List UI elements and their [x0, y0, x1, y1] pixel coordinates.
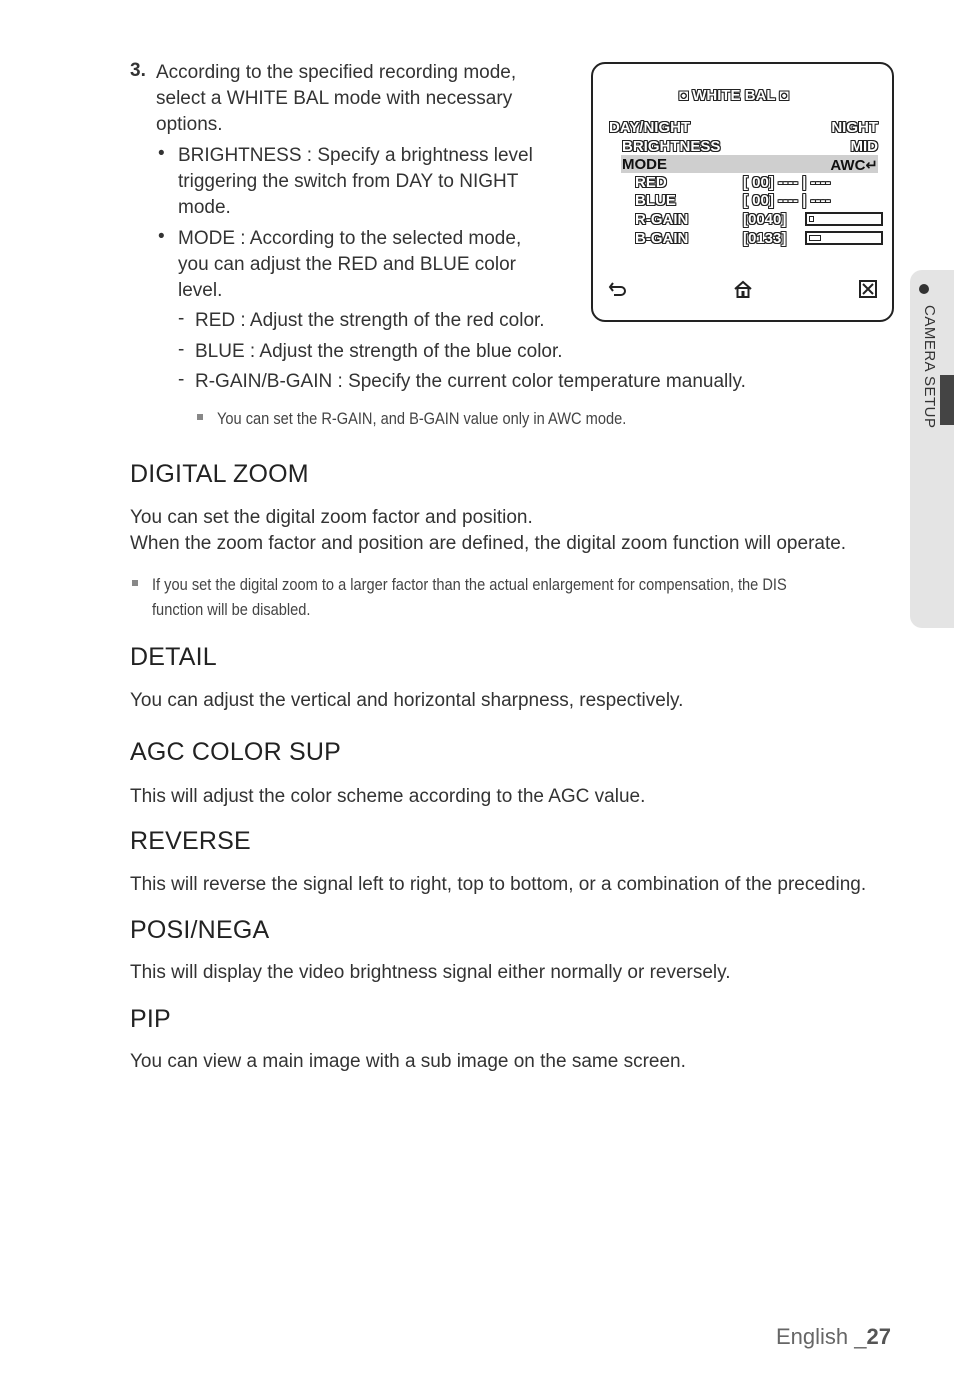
- osd-bgain-label: B-GAIN: [635, 230, 689, 247]
- osd-brightness-value: MID: [850, 138, 878, 155]
- heading-posi-nega: POSI/NEGA: [130, 916, 270, 944]
- step-text: According to the specified recording mode, select a WHITE BAL mode with necessary options.: [156, 62, 517, 135]
- bullet-mark: •: [158, 226, 165, 247]
- digital-zoom-text-1: You can set the digital zoom factor and position.: [130, 507, 533, 528]
- footer-language: English _: [776, 1324, 867, 1349]
- heading-reverse: REVERSE: [130, 827, 251, 855]
- dash-red: RED : Adjust the strength of the red color.: [195, 310, 545, 331]
- heading-digital-zoom: DIGITAL ZOOM: [130, 460, 309, 488]
- page-footer: [776, 1324, 891, 1350]
- side-tab-marker: [940, 375, 954, 425]
- digital-zoom-text-2: When the zoom factor and position are defined, the digital zoom function will operate.: [130, 533, 847, 554]
- rgain-gauge: [805, 212, 883, 226]
- osd-red-label: RED: [635, 174, 667, 191]
- osd-title: ◘ WHITE BAL ◘: [679, 87, 789, 104]
- rgain-gauge-fill: [809, 216, 814, 222]
- reverse-text: This will reverse the signal left to right, top to bottom, or a combination of the preceding.: [130, 874, 867, 895]
- bullet-mode: MODE : According to the selected mode, you can adjust the RED and BLUE color level.: [178, 228, 522, 301]
- osd-blue-label: BLUE: [635, 192, 676, 209]
- pip-text: You can view a main image with a sub image on the same screen.: [130, 1051, 686, 1072]
- note-dis: If you set the digital zoom to a larger factor than the actual enlargement for compensation, the DIS function will be disabled.: [152, 575, 787, 619]
- osd-rgain-value: [0040]: [743, 211, 787, 228]
- white-bal-osd-menu: [591, 62, 894, 322]
- dash-blue: BLUE : Adjust the strength of the blue color.: [195, 341, 563, 362]
- dash-gain: R-GAIN/B-GAIN : Specify the current color temperature manually.: [195, 371, 746, 392]
- osd-mode-label: MODE: [622, 156, 667, 173]
- osd-mode-value: AWC↵: [830, 157, 878, 174]
- osd-bgain-value: [0133]: [743, 230, 787, 247]
- osd-red-value: [ 00] ---- | ----: [743, 174, 831, 191]
- osd-day-night-value: NIGHT: [831, 119, 878, 136]
- dash-mark: -: [178, 308, 185, 329]
- heading-agc-color-sup: AGC COLOR SUP: [130, 738, 341, 766]
- return-icon[interactable]: [608, 279, 628, 299]
- side-tab-label: CAMERA SETUP: [921, 305, 938, 429]
- note-awc: You can set the R-GAIN, and B-GAIN value only in AWC mode.: [217, 409, 627, 428]
- bgain-gauge-fill: [809, 235, 821, 241]
- dash-mark: -: [178, 369, 185, 390]
- bgain-gauge: [805, 231, 883, 245]
- side-tab-dot: [919, 284, 929, 294]
- osd-day-night-label: DAY/NIGHT: [609, 119, 691, 136]
- step-number: 3.: [130, 60, 146, 81]
- close-icon[interactable]: [858, 279, 878, 299]
- osd-rgain-label: R-GAIN: [635, 211, 689, 228]
- bullet-brightness: BRIGHTNESS : Specify a brightness level triggering the switch from DAY to NIGHT mode.: [178, 145, 533, 218]
- bullet-mark: •: [158, 143, 165, 164]
- page-number: 27: [866, 1324, 891, 1349]
- home-icon[interactable]: [733, 279, 753, 299]
- heading-detail: DETAIL: [130, 643, 217, 671]
- agc-text: This will adjust the color scheme according to the AGC value.: [130, 786, 646, 807]
- dash-mark: -: [178, 339, 185, 360]
- osd-brightness-label: BRIGHTNESS: [622, 138, 721, 155]
- osd-blue-value: [ 00] ---- | ----: [743, 192, 831, 209]
- heading-pip: PIP: [130, 1005, 171, 1033]
- detail-text: You can adjust the vertical and horizontal sharpness, respectively.: [130, 690, 684, 711]
- posi-nega-text: This will display the video brightness signal either normally or reversely.: [130, 962, 731, 983]
- note-bullet: [197, 414, 203, 420]
- note-bullet: [132, 580, 138, 586]
